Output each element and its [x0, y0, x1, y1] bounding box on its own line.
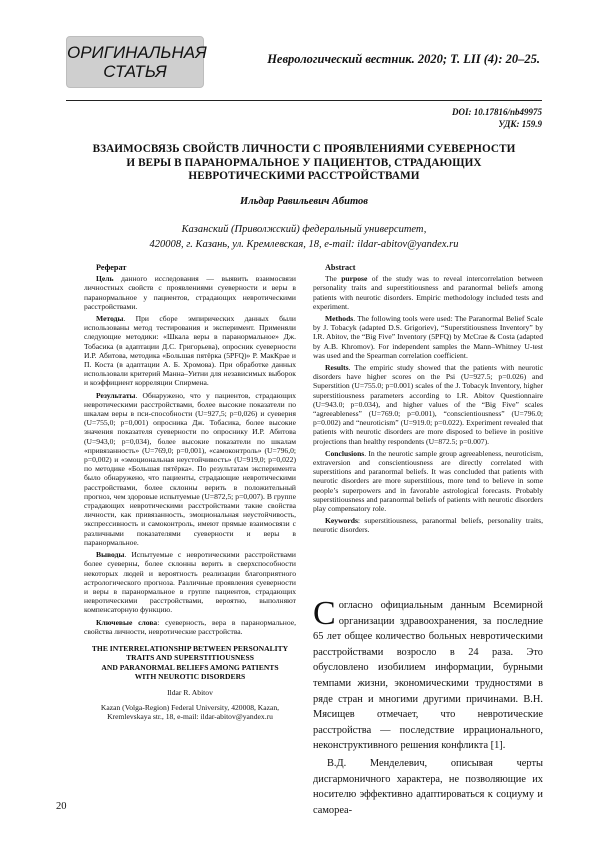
page-number: 20 [56, 801, 67, 812]
en-keywords-label: Keywords [325, 516, 358, 526]
en-conclusions-label: Conclusions [325, 448, 365, 458]
en-purpose-pre: The [325, 274, 342, 284]
ru-conclusion-text: . Испытуемые с невротическими расстройствами более суеверны, более склонны верить в сверхспособности некоторых людей и вероятность реализации благоприятного астрологического прогноза. Различные проявления суеверности и веры в паранормальное в группе пациентов, страдающих невротическими расстройствами, вероятно, выполняют компенсаторную функцию. [84, 550, 296, 615]
udk: УДК: 159.9 [498, 119, 542, 129]
en-keywords [313, 516, 543, 534]
ru-aim-label: Цель [96, 274, 114, 284]
en-title-line-2: TRAITS AND SUPERSTITIOUSNESS [126, 653, 254, 663]
en-purpose-text: of the study was to reveal intercorrelation between personality traits and superstitiousness and paranormal beliefs among patients with neurotic disorders. Empiric methodology included tests and experiment. [313, 274, 543, 311]
ru-methods [84, 314, 296, 388]
article-type-badge [66, 36, 207, 88]
affiliation-line-1: Казанский (Приволжский) федеральный университет, [181, 224, 427, 235]
article-title [66, 143, 542, 184]
ru-conclusion [84, 550, 296, 614]
drop-cap: С [313, 595, 336, 632]
affiliation-line-2: 420008, г. Казань, ул. Кремлевская, 18, e-mail: ildar-abitov@yandex.ru [149, 239, 459, 250]
en-methods [313, 314, 543, 360]
ru-aim [84, 274, 296, 311]
ru-keywords-label: Ключевые слова [96, 617, 158, 627]
journal-citation: Неврологический вестник. 2020; Т. LII (4): 20–25. [267, 52, 540, 66]
en-title-line-3: AND PARANORMAL BELIEFS AMONG PATIENTS [101, 662, 279, 672]
russian-abstract-column [84, 263, 296, 721]
body-paragraph-1 [313, 595, 543, 754]
en-results-text: . The empiric study showed that the patients with neurotic disorders have higher scores on the Psi (U=927.5; p=0.026) and Superstition (U=755.0; p=0.001) scales of the J. Tobacyk Inventory, higher superstitiousness parameters according to I.R. Abitov Questionnaire (U=943.0; p=0.034), and higher values of the “Big Five” scales “agreeableness” (U=769.0; p=0.001), “conscientiousness” (U=796.0; p=0.002) and “neuroticism” (U=919.0; p=0.022). Experiment revealed that patients with neurotic disorders are more disposed to believe in positive projections than healthy respondents (U=872.5; p=0.007). [313, 363, 543, 446]
en-title-line-1: THE INTERRELATIONSHIP BETWEEN PERSONALITY [91, 643, 289, 653]
ru-keywords-text: : суеверность, вера в паранормальное, свойства личности, невротические расстройства. [84, 617, 296, 636]
en-conclusions-text: . In the neurotic sample group agreeableness, neuroticism, extraversion and conscientiousness are directly correlated with superstitions and paranormal beliefs. It was concluded that patients with neurotic disorders are more superstitious, more tend to believe in some people’s superpowers and in favorable astrological forecasts. Probably superstitiousness and paranormal beliefs of patients with neurotic disorders play compensatory role. [313, 448, 543, 514]
en-results-label: Results [325, 363, 349, 373]
ru-conclusion-label: Выводы [96, 550, 125, 560]
doi: DOI: 10.17816/nb49975 [451, 107, 542, 117]
en-title-line-4: WITH NEUROTIC DISORDERS [134, 672, 246, 682]
english-affiliation [84, 703, 296, 721]
english-author: Ildar R. Abitov [167, 687, 213, 697]
article-body [313, 595, 543, 818]
header-rule [66, 100, 542, 101]
en-abstract-heading: Abstract [325, 263, 356, 272]
title-line-2: И ВЕРЫ В ПАРАНОРМАЛЬНОЕ У ПАЦИЕНТОВ, СТРАДАЮЩИХ [126, 156, 482, 169]
body-paragraph-1-text: огласно официальным данным Всемирной организации здравоохранения, за последние 65 лет общее количество больных невротическими расстройствами возросло в 24 раза. Это обусловлено изобилием информации, бурными темпами жизни, экономическими трудностями в ряде стран и многими другими причинами. В.Н. Мясищев отмечает, что невротические расстройства — последствие иррационального, неконструктивного решения конфликта [1]. [313, 600, 543, 752]
ru-results-label: Результаты [96, 390, 136, 400]
body-paragraph-2: В.Д. Менделевич, описывая черты дисгармоничного характера, не позволяющие их носителю эффективно адаптироваться к социуму и самореа- [313, 757, 543, 816]
ru-results [84, 391, 296, 547]
badge-line-2: СТАТЬЯ [103, 62, 167, 81]
ru-results-text: . Обнаружено, что у пациентов, страдающих невротическими расстройствами, более высокие показатели по шкалам веры в пси-способности (U=927,5; p=0,026) и суеверия (U=755,0; p=0,001) опросника Дж. Тобасика, более высокие значения показателя суеверности по опроснику И.Р. Абитова (U=943,0; p=0,034), более высокие показатели по шкалам «привязанность» (U=769,0; p=0,001), «самоконтроль» (U=796,0; p=0,002) и «эмоциональная неустойчивость» (U=919,0; p=0,022) по методике «Большая пятёрка». По результатам эксперимента было обнаружено, что пациенты, страдающие невротическими расстройствами, более склонны верить в положительный прогноз, чем здоровые испытуемые (U=872,5; p=0,007). В группе страдающих невротическими расстройствами такие свойства личности, как привязанность, эмоциональная неустойчивость, экспрессивность и самоконтроль, имеют прямые взаимосвязи с различными показателями суеверности и веры в паранормальное. [84, 390, 296, 547]
english-title [84, 644, 296, 682]
english-abstract-column [313, 263, 543, 538]
en-conclusions [313, 449, 543, 513]
en-methods-label: Methods [325, 314, 354, 324]
title-line-3: НЕВРОТИЧЕСКИМИ РАССТРОЙСТВАМИ [188, 170, 420, 182]
en-methods-text: . The following tools were used: The Paranormal Belief Scale by J. Tobacyk (adapted D.S. Grigoriev), “Superstitiousness Inventory” by I.R. Abitov, the “Big Five” Inventory (5PFQ) by McCrae & Costa (adapted by A.B. Khromov). For independent samples the Mann–Whitney U-test was used and the Spearman correlation coefficient. [313, 314, 543, 360]
en-keywords-text: : superstitiousness, paranormal beliefs, personality traits, neurotic disorders. [313, 516, 543, 535]
badge-line-1: ОРИГИНАЛЬНАЯ [67, 43, 207, 62]
en-affiliation-line-1: Kazan (Volga-Region) Federal University, 420008, Kazan, [100, 702, 280, 712]
author-affiliation [66, 222, 542, 252]
en-purpose [313, 274, 543, 311]
ru-methods-label: Методы [96, 314, 124, 324]
ru-keywords [84, 618, 296, 636]
title-line-1: ВЗАИМОСВЯЗЬ СВОЙСТВ ЛИЧНОСТИ С ПРОЯВЛЕНИЯМИ СУЕВЕРНОСТИ [92, 143, 516, 155]
en-results [313, 363, 543, 446]
doi-block [360, 106, 542, 130]
en-affiliation-line-2: Kremlevskaya str., 18, e-mail: ildar-abitov@yandex.ru [107, 711, 273, 721]
author-name: Ильдар Равильевич Абитов [240, 196, 368, 207]
ru-aim-text: данного исследования — выявить взаимосвязи личностных свойств с проявлениями суеверности и веры в паранормальное у пациентов, страдающих невротическими расстройствами. [84, 274, 296, 311]
ru-methods-text: . При сборе эмпирических данных были использованы метод тестирования и эксперимент. Применяли следующие методики: «Шкала веры в паранормальное» Дж. Тобасика (в адаптации Д.С. Григорьева), опросник суеверности И.Р. Абитова, методика «Большая пятёрка (5PFQ)» Р. МакКрае и П. Коста (в адаптации А. Б. Хромова). При обработке данных использовали критерий Манна–Уитни для независимых выборок и коэффициент корреляции Спирмена. [84, 314, 296, 388]
ru-abstract-heading: Реферат [96, 263, 127, 272]
en-purpose-label: purpose [341, 274, 368, 284]
